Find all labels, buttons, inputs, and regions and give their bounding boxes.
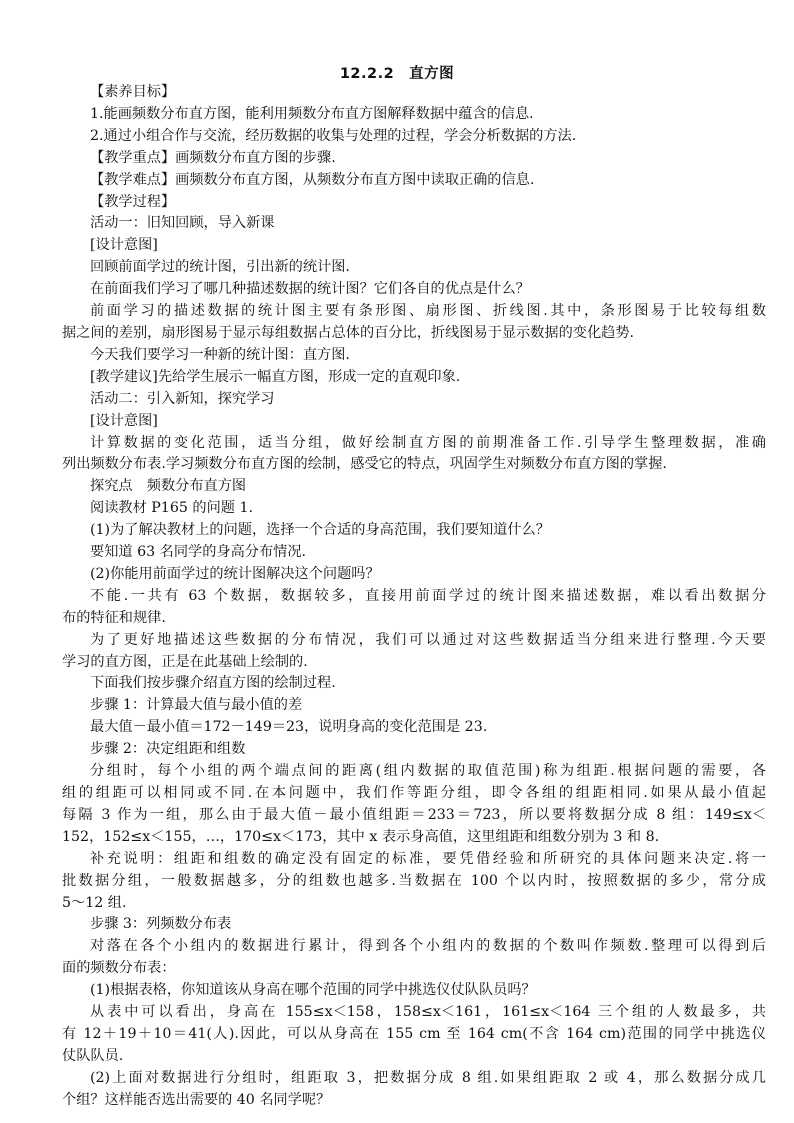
document-body xyxy=(62,82,766,1112)
text-line: [教学建议]先给学生展示一幅直方图，形成一定的直观印象. xyxy=(90,368,461,385)
text-line: 组的组距可以相同或不同.在本问题中，我们作等距分组，即令各组的组距相同.如果从最小值起 xyxy=(62,785,766,801)
text-line: 有 12＋19＋10＝41(人).因此，可以从身高在 155 cm 至 164 cm(不含 164 cm)范围的同学中挑选仪 xyxy=(62,1025,766,1042)
text-line: 从表中可以看出，身高在 155≤x＜158，158≤x＜161，161≤x＜164 三个组的人数最多，共 xyxy=(90,1004,766,1021)
text-line: (2)上面对数据进行分组时，组距取 3，把数据分成 8 组.如果组距取 2 或 4，那么数据分成几 xyxy=(90,1069,766,1086)
text-line: 回顾前面学过的统计图，引出新的统计图. xyxy=(90,259,350,276)
text-line: 5～12 组. xyxy=(62,894,127,911)
text-line: 1.能画频数分布直方图，能利用频数分布直方图解释数据中蕴含的信息. xyxy=(90,105,534,122)
text-line: 对落在各个小组内的数据进行累计，得到各个小组内的数据的个数叫作频数.整理可以得到后 xyxy=(90,938,766,955)
text-line: (2)你能用前面学过的统计图解决这个问题吗？ xyxy=(90,565,380,582)
text-line: 据之间的差别，扇形图易于显示每组数据占总体的百分比，折线图易于显示数据的变化趋势. xyxy=(62,324,635,341)
text-line: 【教学过程】 xyxy=(90,193,176,210)
text-line: 今天我们要学习一种新的统计图：直方图. xyxy=(90,346,350,363)
text-line: 步骤 1：计算最大值与最小值的差 xyxy=(90,697,303,714)
text-line: 不能.一共有 63 个数据，数据较多，直接用前面学过的统计图来描述数据，难以看出数据分 xyxy=(90,587,766,604)
text-line: 补充说明：组距和组数的确定没有固定的标准，要凭借经验和所研究的具体问题来决定.将一 xyxy=(90,850,766,867)
text-line: 个组？这样能否选出需要的 40 名同学呢？ xyxy=(62,1091,331,1108)
text-line: 最大值－最小值＝172－149＝23，说明身高的变化范围是 23. xyxy=(90,719,488,736)
text-line: 2.通过小组合作与交流，经历数据的收集与处理的过程，学会分析数据的方法. xyxy=(90,127,577,144)
text-line: 为了更好地描述这些数据的分布情况，我们可以通过对这些数据适当分组来进行整理.今天要 xyxy=(90,631,766,648)
text-line: 活动二：引入新知，探究学习 xyxy=(90,390,275,407)
text-line: (1)根据表格，你知道该从身高在哪个范围的同学中挑选仪仗队队员吗？ xyxy=(90,982,536,999)
text-line: 【教学重点】画频数分布直方图的步骤. xyxy=(90,149,336,166)
text-line: 探究点 频数分布直方图 xyxy=(90,478,247,495)
page-title: 12.2.2 直方图 xyxy=(339,66,455,82)
text-line: 布的特征和规律. xyxy=(62,609,166,626)
text-line: (1)为了解决教材上的问题，选择一个合适的身高范围，我们要知道什么？ xyxy=(90,522,550,539)
text-line: 每隔 3 作为一组，那么由于最大值－最小值组距＝233＝723，所以要将数据分成 8 组：149≤x＜ xyxy=(62,806,766,823)
text-line: 批数据分组，一般数据越多，分的组数也越多.当数据在 100 个以内时，按照数据的多少，常分成 xyxy=(62,872,766,889)
text-line: 152，152≤x＜155，…，170≤x＜173，其中 x 表示身高值，这里组距和组数分别为 3 和 8. xyxy=(62,828,660,845)
text-line: [设计意图] xyxy=(90,412,158,429)
text-line: 要知道 63 名同学的身高分布情况. xyxy=(90,544,307,561)
text-line: 列出频数分布表.学习频数分布直方图的绘制，感受它的特点，巩固学生对频数分布直方图的掌握. xyxy=(62,456,667,473)
text-line: 仗队队员. xyxy=(62,1047,124,1064)
text-line: 下面我们按步骤介绍直方图的绘制过程. xyxy=(90,675,336,692)
text-line: 面的频数分布表： xyxy=(62,960,176,977)
text-line: 【教学难点】画频数分布直方图，从频数分布直方图中读取正确的信息. xyxy=(90,171,535,188)
text-line: 【素养目标】 xyxy=(90,84,176,100)
text-line: 分组时，每个小组的两个端点间的距离(组内数据的取值范围)称为组距.根据问题的需要，各 xyxy=(90,763,766,780)
text-line: 前面学习的描述数据的统计图主要有条形图、扇形图、折线图.其中，条形图易于比较每组数 xyxy=(90,303,766,320)
text-line: 步骤 3：列频数分布表 xyxy=(90,916,232,933)
text-line: 步骤 2：决定组距和组数 xyxy=(90,741,246,758)
text-line: 计算数据的变化范围，适当分组，做好绘制直方图的前期准备工作.引导学生整理数据，准确 xyxy=(90,434,766,451)
text-line: 学习的直方图，正是在此基础上绘制的. xyxy=(62,653,308,670)
text-line: [设计意图] xyxy=(90,237,158,254)
text-line: 在前面我们学习了哪几种描述数据的统计图？它们各自的优点是什么？ xyxy=(90,281,530,298)
text-line: 活动一：旧知回顾，导入新课 xyxy=(90,215,275,232)
text-line: 阅读教材 P165 的问题 1. xyxy=(90,500,254,517)
